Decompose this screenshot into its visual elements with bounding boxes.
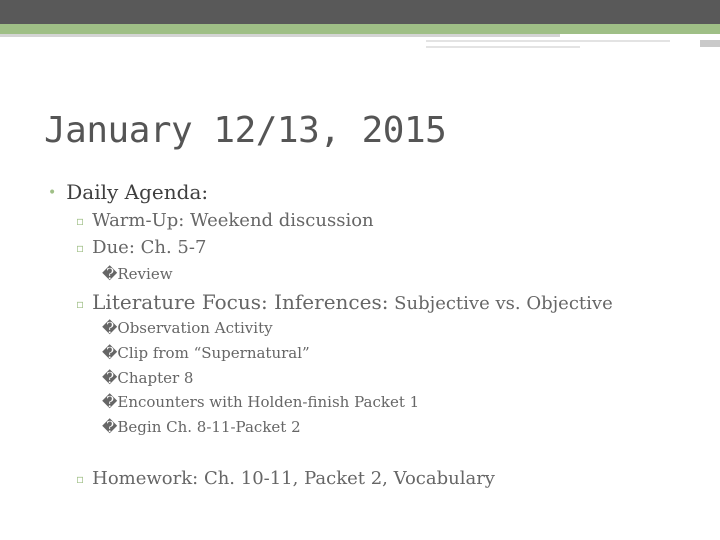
bullet-square-icon: ▫	[76, 472, 85, 486]
list-item	[102, 344, 310, 362]
list-item	[76, 468, 495, 489]
clip-text: Clip from “Supernatural”	[117, 344, 310, 362]
agenda-heading-text: Daily Agenda:	[66, 180, 209, 204]
list-item	[102, 393, 419, 411]
missing-glyph-icon: �	[102, 319, 118, 337]
list-item	[102, 418, 301, 436]
list-item	[76, 237, 206, 258]
begin-text: Begin Ch. 8-11-Packet 2	[117, 418, 301, 436]
warmup-text: Warm-Up: Weekend discussion	[92, 210, 374, 231]
missing-glyph-icon: �	[102, 369, 118, 387]
list-item	[102, 265, 173, 283]
top-green-band	[0, 24, 720, 34]
homework-text: Homework: Ch. 10-11, Packet 2, Vocabulary	[92, 468, 495, 489]
agenda-heading	[48, 180, 208, 204]
bullet-square-icon: ▫	[76, 214, 85, 228]
bullet-square-icon: ▫	[76, 241, 85, 255]
chapter8-text: Chapter 8	[117, 369, 194, 387]
due-text: Due: Ch. 5-7	[92, 237, 207, 258]
list-item	[76, 210, 374, 231]
decor-rule	[700, 40, 720, 47]
list-item	[102, 369, 193, 387]
missing-glyph-icon: �	[102, 393, 118, 411]
bullet-square-icon: ▫	[76, 297, 85, 311]
slide-title: January 12/13, 2015	[44, 110, 447, 151]
top-dark-band	[0, 0, 720, 24]
list-item	[76, 290, 613, 314]
lit-focus-text: Literature Focus: Inferences:	[92, 290, 389, 314]
lit-focus-subtext: Subjective vs. Objective	[388, 293, 613, 314]
top-gray-band	[0, 34, 560, 37]
observation-text: Observation Activity	[117, 319, 273, 337]
decor-rule	[426, 40, 670, 42]
bullet-dot-icon: •	[48, 185, 57, 201]
missing-glyph-icon: �	[102, 265, 118, 283]
encounters-text: Encounters with Holden-finish Packet 1	[117, 393, 420, 411]
missing-glyph-icon: �	[102, 344, 118, 362]
list-item	[102, 319, 273, 337]
decor-rule	[426, 46, 580, 48]
missing-glyph-icon: �	[102, 418, 118, 436]
review-text: Review	[117, 265, 173, 283]
